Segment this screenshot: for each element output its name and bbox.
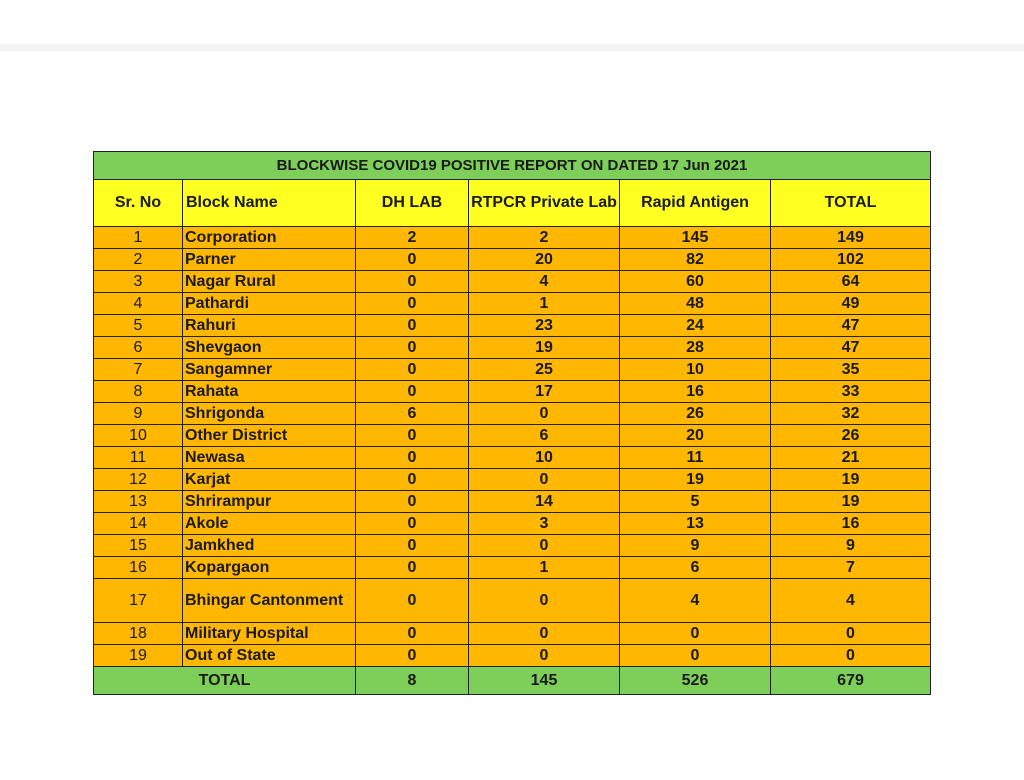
row-dh-lab: 0 xyxy=(356,359,469,381)
row-rtpcr: 20 xyxy=(469,249,620,271)
row-total: 47 xyxy=(771,315,931,337)
covid-report-table xyxy=(93,151,931,695)
row-total: 7 xyxy=(771,557,931,579)
row-rtpcr: 10 xyxy=(469,447,620,469)
top-divider-bar xyxy=(0,44,1024,51)
row-sr-no: 4 xyxy=(94,293,183,315)
row-block-name: Newasa xyxy=(183,447,356,469)
row-sr-no: 17 xyxy=(94,579,183,623)
report-title: BLOCKWISE COVID19 POSITIVE REPORT ON DATED 17 Jun 2021 xyxy=(94,152,931,180)
row-rtpcr: 25 xyxy=(469,359,620,381)
row-block-name: Nagar Rural xyxy=(183,271,356,293)
header-rtpcr-private-lab: RTPCR Private Lab xyxy=(469,180,620,227)
row-sr-no: 14 xyxy=(94,513,183,535)
row-block-name: Pathardi xyxy=(183,293,356,315)
row-total: 16 xyxy=(771,513,931,535)
header-dh-lab: DH LAB xyxy=(356,180,469,227)
table-row xyxy=(94,557,931,579)
row-rapid-antigen: 145 xyxy=(620,227,771,249)
row-sr-no: 2 xyxy=(94,249,183,271)
row-rapid-antigen: 0 xyxy=(620,645,771,667)
row-sr-no: 12 xyxy=(94,469,183,491)
table-row xyxy=(94,293,931,315)
row-rapid-antigen: 13 xyxy=(620,513,771,535)
row-sr-no: 9 xyxy=(94,403,183,425)
title-row xyxy=(94,152,931,180)
row-block-name: Jamkhed xyxy=(183,535,356,557)
row-dh-lab: 0 xyxy=(356,271,469,293)
row-rtpcr: 2 xyxy=(469,227,620,249)
row-total: 26 xyxy=(771,425,931,447)
row-rapid-antigen: 28 xyxy=(620,337,771,359)
row-dh-lab: 6 xyxy=(356,403,469,425)
row-dh-lab: 0 xyxy=(356,535,469,557)
row-rtpcr: 0 xyxy=(469,469,620,491)
row-rapid-antigen: 10 xyxy=(620,359,771,381)
row-block-name: Out of State xyxy=(183,645,356,667)
row-rtpcr: 0 xyxy=(469,403,620,425)
row-total: 19 xyxy=(771,491,931,513)
row-block-name: Bhingar Cantonment xyxy=(183,579,356,623)
row-dh-lab: 0 xyxy=(356,645,469,667)
row-total: 102 xyxy=(771,249,931,271)
row-rtpcr: 23 xyxy=(469,315,620,337)
row-total: 149 xyxy=(771,227,931,249)
table-row xyxy=(94,403,931,425)
row-sr-no: 7 xyxy=(94,359,183,381)
row-dh-lab: 0 xyxy=(356,469,469,491)
row-total: 32 xyxy=(771,403,931,425)
row-block-name: Shevgaon xyxy=(183,337,356,359)
table-row xyxy=(94,315,931,337)
table-row xyxy=(94,271,931,293)
row-total: 19 xyxy=(771,469,931,491)
header-row xyxy=(94,180,931,227)
table-row xyxy=(94,227,931,249)
row-rapid-antigen: 11 xyxy=(620,447,771,469)
row-sr-no: 10 xyxy=(94,425,183,447)
row-sr-no: 11 xyxy=(94,447,183,469)
row-total: 64 xyxy=(771,271,931,293)
row-rtpcr: 1 xyxy=(469,557,620,579)
row-total: 21 xyxy=(771,447,931,469)
row-total: 0 xyxy=(771,623,931,645)
row-sr-no: 1 xyxy=(94,227,183,249)
row-rtpcr: 3 xyxy=(469,513,620,535)
row-total: 47 xyxy=(771,337,931,359)
row-dh-lab: 0 xyxy=(356,557,469,579)
row-block-name: Kopargaon xyxy=(183,557,356,579)
row-sr-no: 18 xyxy=(94,623,183,645)
row-dh-lab: 0 xyxy=(356,315,469,337)
row-total: 4 xyxy=(771,579,931,623)
row-rapid-antigen: 82 xyxy=(620,249,771,271)
table-row xyxy=(94,623,931,645)
row-dh-lab: 0 xyxy=(356,425,469,447)
table-row xyxy=(94,513,931,535)
row-dh-lab: 0 xyxy=(356,249,469,271)
row-dh-lab: 0 xyxy=(356,381,469,403)
table-row xyxy=(94,337,931,359)
table-row xyxy=(94,579,931,623)
row-rapid-antigen: 6 xyxy=(620,557,771,579)
row-rtpcr: 0 xyxy=(469,579,620,623)
row-rapid-antigen: 9 xyxy=(620,535,771,557)
table-row xyxy=(94,447,931,469)
row-total: 35 xyxy=(771,359,931,381)
totals-total: 679 xyxy=(771,667,931,695)
row-rtpcr: 1 xyxy=(469,293,620,315)
row-rapid-antigen: 26 xyxy=(620,403,771,425)
row-rtpcr: 0 xyxy=(469,535,620,557)
row-dh-lab: 0 xyxy=(356,337,469,359)
row-rapid-antigen: 0 xyxy=(620,623,771,645)
row-rapid-antigen: 16 xyxy=(620,381,771,403)
table-row xyxy=(94,381,931,403)
row-dh-lab: 0 xyxy=(356,579,469,623)
row-rtpcr: 14 xyxy=(469,491,620,513)
row-dh-lab: 0 xyxy=(356,293,469,315)
row-rapid-antigen: 4 xyxy=(620,579,771,623)
row-rtpcr: 17 xyxy=(469,381,620,403)
table-row xyxy=(94,249,931,271)
row-dh-lab: 0 xyxy=(356,447,469,469)
row-rtpcr: 0 xyxy=(469,645,620,667)
row-block-name: Military Hospital xyxy=(183,623,356,645)
row-rtpcr: 19 xyxy=(469,337,620,359)
row-block-name: Shrigonda xyxy=(183,403,356,425)
row-dh-lab: 0 xyxy=(356,513,469,535)
row-rapid-antigen: 20 xyxy=(620,425,771,447)
header-total: TOTAL xyxy=(771,180,931,227)
row-rapid-antigen: 19 xyxy=(620,469,771,491)
row-rtpcr: 4 xyxy=(469,271,620,293)
totals-dh-lab: 8 xyxy=(356,667,469,695)
row-sr-no: 19 xyxy=(94,645,183,667)
header-block-name: Block Name xyxy=(183,180,356,227)
row-block-name: Akole xyxy=(183,513,356,535)
header-sr-no: Sr. No xyxy=(94,180,183,227)
row-block-name: Rahata xyxy=(183,381,356,403)
table-row xyxy=(94,469,931,491)
row-block-name: Rahuri xyxy=(183,315,356,337)
row-rtpcr: 0 xyxy=(469,623,620,645)
row-block-name: Corporation xyxy=(183,227,356,249)
row-rtpcr: 6 xyxy=(469,425,620,447)
row-sr-no: 8 xyxy=(94,381,183,403)
row-total: 9 xyxy=(771,535,931,557)
row-sr-no: 6 xyxy=(94,337,183,359)
totals-row xyxy=(94,667,931,695)
row-total: 33 xyxy=(771,381,931,403)
row-sr-no: 16 xyxy=(94,557,183,579)
row-dh-lab: 0 xyxy=(356,623,469,645)
row-rapid-antigen: 48 xyxy=(620,293,771,315)
table-row xyxy=(94,491,931,513)
row-block-name: Karjat xyxy=(183,469,356,491)
row-sr-no: 5 xyxy=(94,315,183,337)
totals-label: TOTAL xyxy=(94,667,356,695)
row-block-name: Shrirampur xyxy=(183,491,356,513)
table-row xyxy=(94,645,931,667)
table-row xyxy=(94,425,931,447)
row-sr-no: 13 xyxy=(94,491,183,513)
row-total: 49 xyxy=(771,293,931,315)
row-total: 0 xyxy=(771,645,931,667)
table-row xyxy=(94,535,931,557)
row-dh-lab: 2 xyxy=(356,227,469,249)
row-block-name: Sangamner xyxy=(183,359,356,381)
header-rapid-antigen: Rapid Antigen xyxy=(620,180,771,227)
row-dh-lab: 0 xyxy=(356,491,469,513)
totals-rapid-antigen: 526 xyxy=(620,667,771,695)
row-block-name: Parner xyxy=(183,249,356,271)
row-sr-no: 3 xyxy=(94,271,183,293)
table-row xyxy=(94,359,931,381)
row-rapid-antigen: 24 xyxy=(620,315,771,337)
row-block-name: Other District xyxy=(183,425,356,447)
row-rapid-antigen: 60 xyxy=(620,271,771,293)
row-sr-no: 15 xyxy=(94,535,183,557)
totals-rtpcr: 145 xyxy=(469,667,620,695)
row-rapid-antigen: 5 xyxy=(620,491,771,513)
